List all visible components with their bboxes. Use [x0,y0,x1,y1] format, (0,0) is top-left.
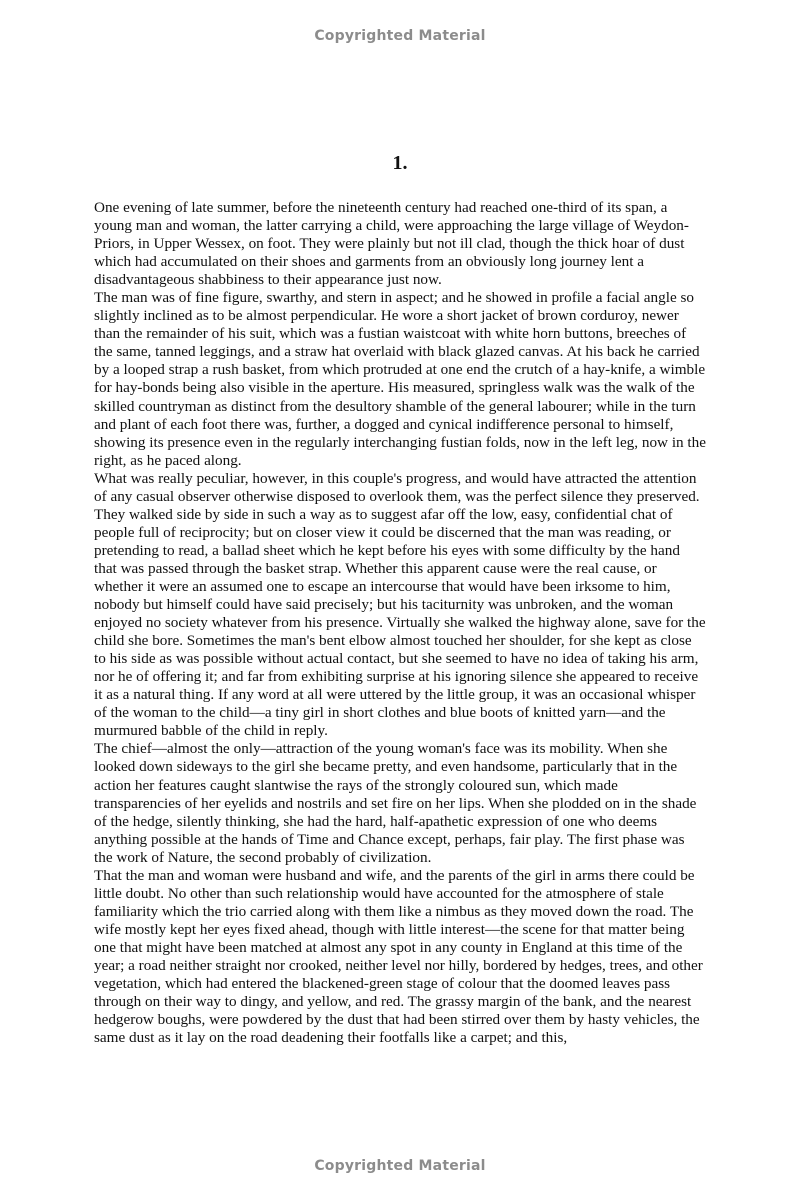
chapter-body [94,199,706,1047]
copyright-watermark-bottom: Copyrighted Material [314,1158,486,1174]
copyright-watermark-top: Copyrighted Material [314,28,486,44]
paragraph-5: That the man and woman were husband and wife, and the parents of the girl in arms there could be little doubt. No other than such relationship would have accounted for the atmosphere of stale familiarity which the trio carried along with them like a nimbus as they moved down the road. The wife mostly kept her eyes fixed ahead, though with little interest—the scene for that matter being one that might have been matched at almost any spot in any county in England at this time of the year; a road neither straight nor crooked, neither level nor hilly, bordered by hedges, trees, and other vegetation, which had entered the blackened-green stage of colour that the doomed leaves pass through on their way to dingy, and yellow, and red. The grassy margin of the bank, and the nearest hedgerow boughs, were powdered by the dust that had been stirred over them by hasty vehicles, the same dust as it lay on the road deadening their footfalls like a carpet; and this, [94,866,703,1047]
paragraph-2: The man was of fine figure, swarthy, and stern in aspect; and he showed in profile a facial angle so slightly inclined as to be almost perpendicular. He wore a short jacket of brown corduroy, newer than the remainder of his suit, which was a fustian waistcoat with white horn buttons, breeches of the same, tanned leggings, and a straw hat overlaid with black glazed canvas. At his back he carried by a looped strap a rush basket, from which protruded at one end the crutch of a hay-knife, a wimble for hay-bonds being also visible in the aperture. His measured, springless walk was the walk of the skilled countryman as distinct from the desultory shamble of the general labourer; while in the turn and plant of each foot there was, further, a dogged and cynical indifference personal to himself, showing its presence even in the regularly interchanging fustian folds, now in the left leg, now in the right, as he paced along. [94,289,706,469]
chapter-heading: 1. [392,152,408,174]
paragraph-1: One evening of late summer, before the nineteenth century had reached one-third of its span, a young man and woman, the latter carrying a child, were approaching the large village of Weydon-Priors, in Upper Wessex, on foot. They were plainly but not ill clad, though the thick hoar of dust which had accumulated on their shoes and garments from an obviously long journey lent a disadvantageous shabbiness to their appearance just now. [94,199,689,289]
paragraph-3: What was really peculiar, however, in this couple's progress, and would have attracted the attention of any casual observer otherwise disposed to overlook them, was the perfect silence they preserved. They walked side by side in such a way as to suggest afar off the low, easy, confidential chat of people full of reciprocity; but on closer view it could be discerned that the man was reading, or pretending to read, a ballad sheet which he kept before his eyes with some difficulty by the hand that was passed through the basket strap. Whether this apparent cause were the real cause, or whether it were an assumed one to escape an intercourse that would have been irksome to him, nobody but himself could have said precisely; but his taciturnity was unbroken, and the woman enjoyed no society whatever from his presence. Virtually she walked the highway alone, save for the child she bore. Sometimes the man's bent elbow almost touched her shoulder, for she kept as close to his side as was possible without actual contact, but she seemed to have no idea of taking his arm, nor he of offering it; and far from exhibiting surprise at his ignoring silence she appeared to receive it as a natural thing. If any word at all were uttered by the little group, it was an occasional whisper of the woman to the child—a tiny girl in short clothes and blue boots of knitted yarn—and the murmured babble of the child in reply. [94,469,706,740]
paragraph-4: The chief—almost the only—attraction of the young woman's face was its mobility. When she looked down sideways to the girl she became pretty, and even handsome, particularly that in the action her features caught slantwise the rays of the strongly coloured sun, which made transparencies of her eyelids and nostrils and set fire on her lips. When she plodded on in the shade of the hedge, silently thinking, she had the hard, half-apathetic expression of one who deems anything possible at the hands of Time and Chance except, perhaps, fair play. The first phase was the work of Nature, the second probably of civilization. [94,740,697,866]
